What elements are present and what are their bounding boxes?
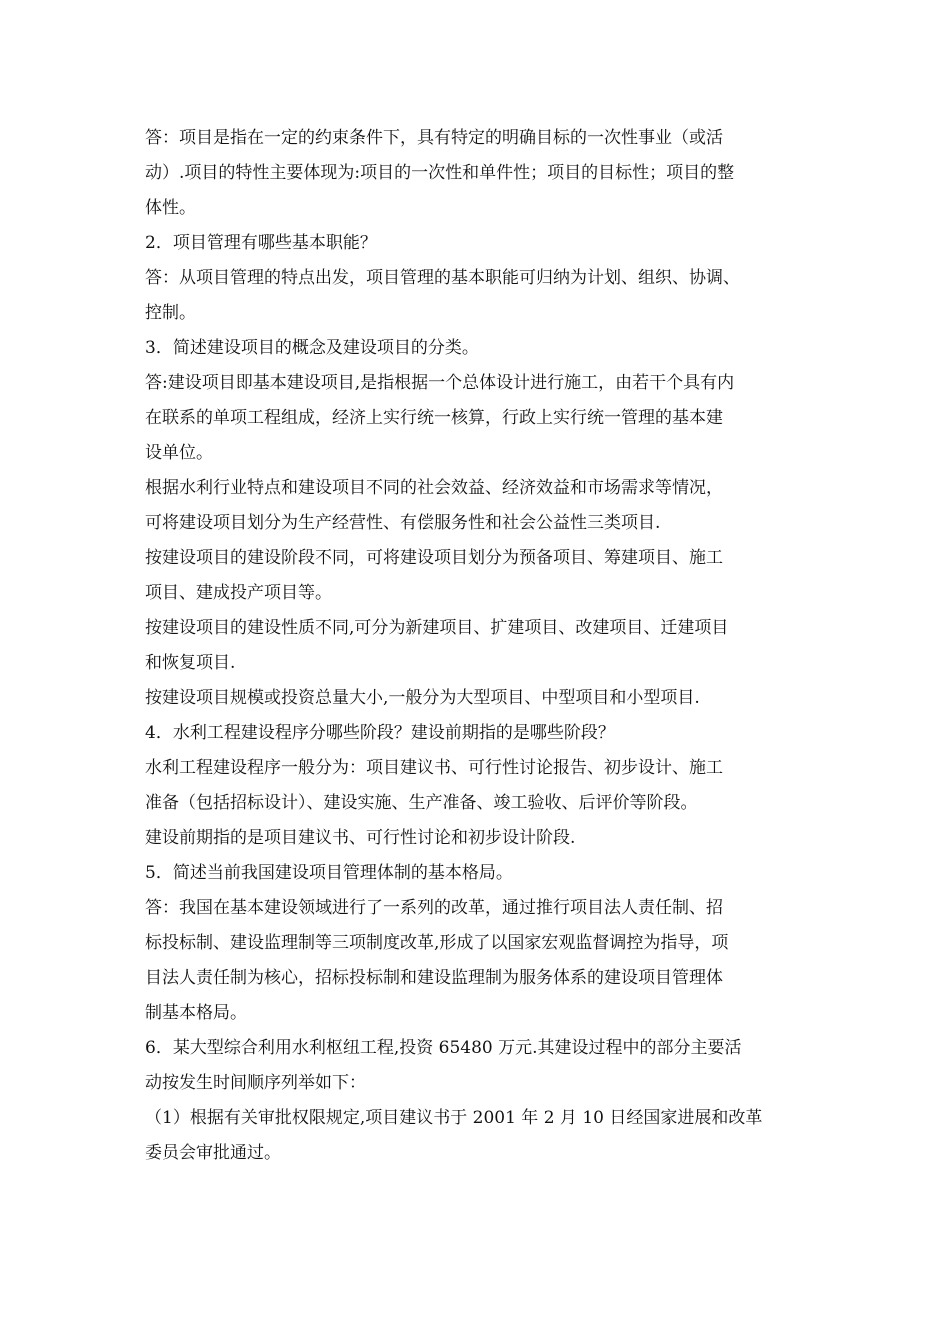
question-heading: 2．项目管理有哪些基本职能？ — [145, 233, 377, 253]
text-line: 制基本格局。 — [145, 1003, 247, 1023]
text-line: 准备（包括招标设计）、建设实施、生产准备、竣工验收、后评价等阶段。 — [145, 793, 698, 813]
text-line: 设单位。 — [145, 443, 213, 463]
text-line: 可将建设项目划分为生产经营性、有偿服务性和社会公益性三类项目. — [145, 513, 661, 533]
text-line: 控制。 — [145, 303, 196, 323]
question-heading: 3．简述建设项目的概念及建设项目的分类。 — [145, 338, 479, 358]
text-line: 按建设项目规模或投资总量大小,一般分为大型项目、中型项目和小型项目. — [145, 688, 700, 708]
question-heading: 6．某大型综合利用水利枢纽工程,投资 65480 万元.其建设过程中的部分主要活 — [145, 1038, 742, 1058]
text-line: （1）根据有关审批权限规定,项目建议书于 2001 年 2 月 10 日经国家进展和改革 — [145, 1108, 763, 1128]
text-line: 按建设项目的建设性质不同,可分为新建项目、扩建项目、改建项目、迁建项目 — [145, 618, 729, 638]
text-line: 在联系的单项工程组成，经济上实行统一核算，行政上实行统一管理的基本建 — [145, 408, 723, 428]
text-line: 和恢复项目. — [145, 653, 236, 673]
text-line: 水利工程建设程序一般分为：项目建议书、可行性讨论报告、初步设计、施工 — [145, 758, 723, 778]
document-body — [145, 121, 815, 1171]
text-line: 按建设项目的建设阶段不同，可将建设项目划分为预备项目、筹建项目、施工 — [145, 548, 723, 568]
text-line: 体性。 — [145, 198, 196, 218]
question-heading: 4．水利工程建设程序分哪些阶段？建设前期指的是哪些阶段？ — [145, 723, 615, 743]
text-line: 答：项目是指在一定的约束条件下，具有特定的明确目标的一次性事业（或活 — [145, 128, 723, 148]
text-line: 答：从项目管理的特点出发，项目管理的基本职能可归纳为计划、组织、协调、 — [145, 268, 740, 288]
text-line: 根据水利行业特点和建设项目不同的社会效益、经济效益和市场需求等情况， — [145, 478, 723, 498]
question-heading: 5．简述当前我国建设项目管理体制的基本格局。 — [145, 863, 513, 883]
text-line: 答:建设项目即基本建设项目,是指根据一个总体设计进行施工，由若干个具有内 — [145, 373, 735, 393]
text-line: 目法人责任制为核心，招标投标制和建设监理制为服务体系的建设项目管理体 — [145, 968, 723, 988]
text-line: 建设前期指的是项目建议书、可行性讨论和初步设计阶段. — [145, 828, 576, 848]
text-line: 动按发生时间顺序列举如下： — [145, 1073, 366, 1093]
text-line: 答：我国在基本建设领域进行了一系列的改革，通过推行项目法人责任制、招 — [145, 898, 723, 918]
text-line: 委员会审批通过。 — [145, 1143, 281, 1163]
text-line: 动）.项目的特性主要体现为:项目的一次性和单件性；项目的目标性；项目的整 — [145, 163, 735, 183]
text-line: 项目、建成投产项目等。 — [145, 583, 332, 603]
text-line: 标投标制、建设监理制等三项制度改革,形成了以国家宏观监督调控为指导，项 — [145, 933, 729, 953]
